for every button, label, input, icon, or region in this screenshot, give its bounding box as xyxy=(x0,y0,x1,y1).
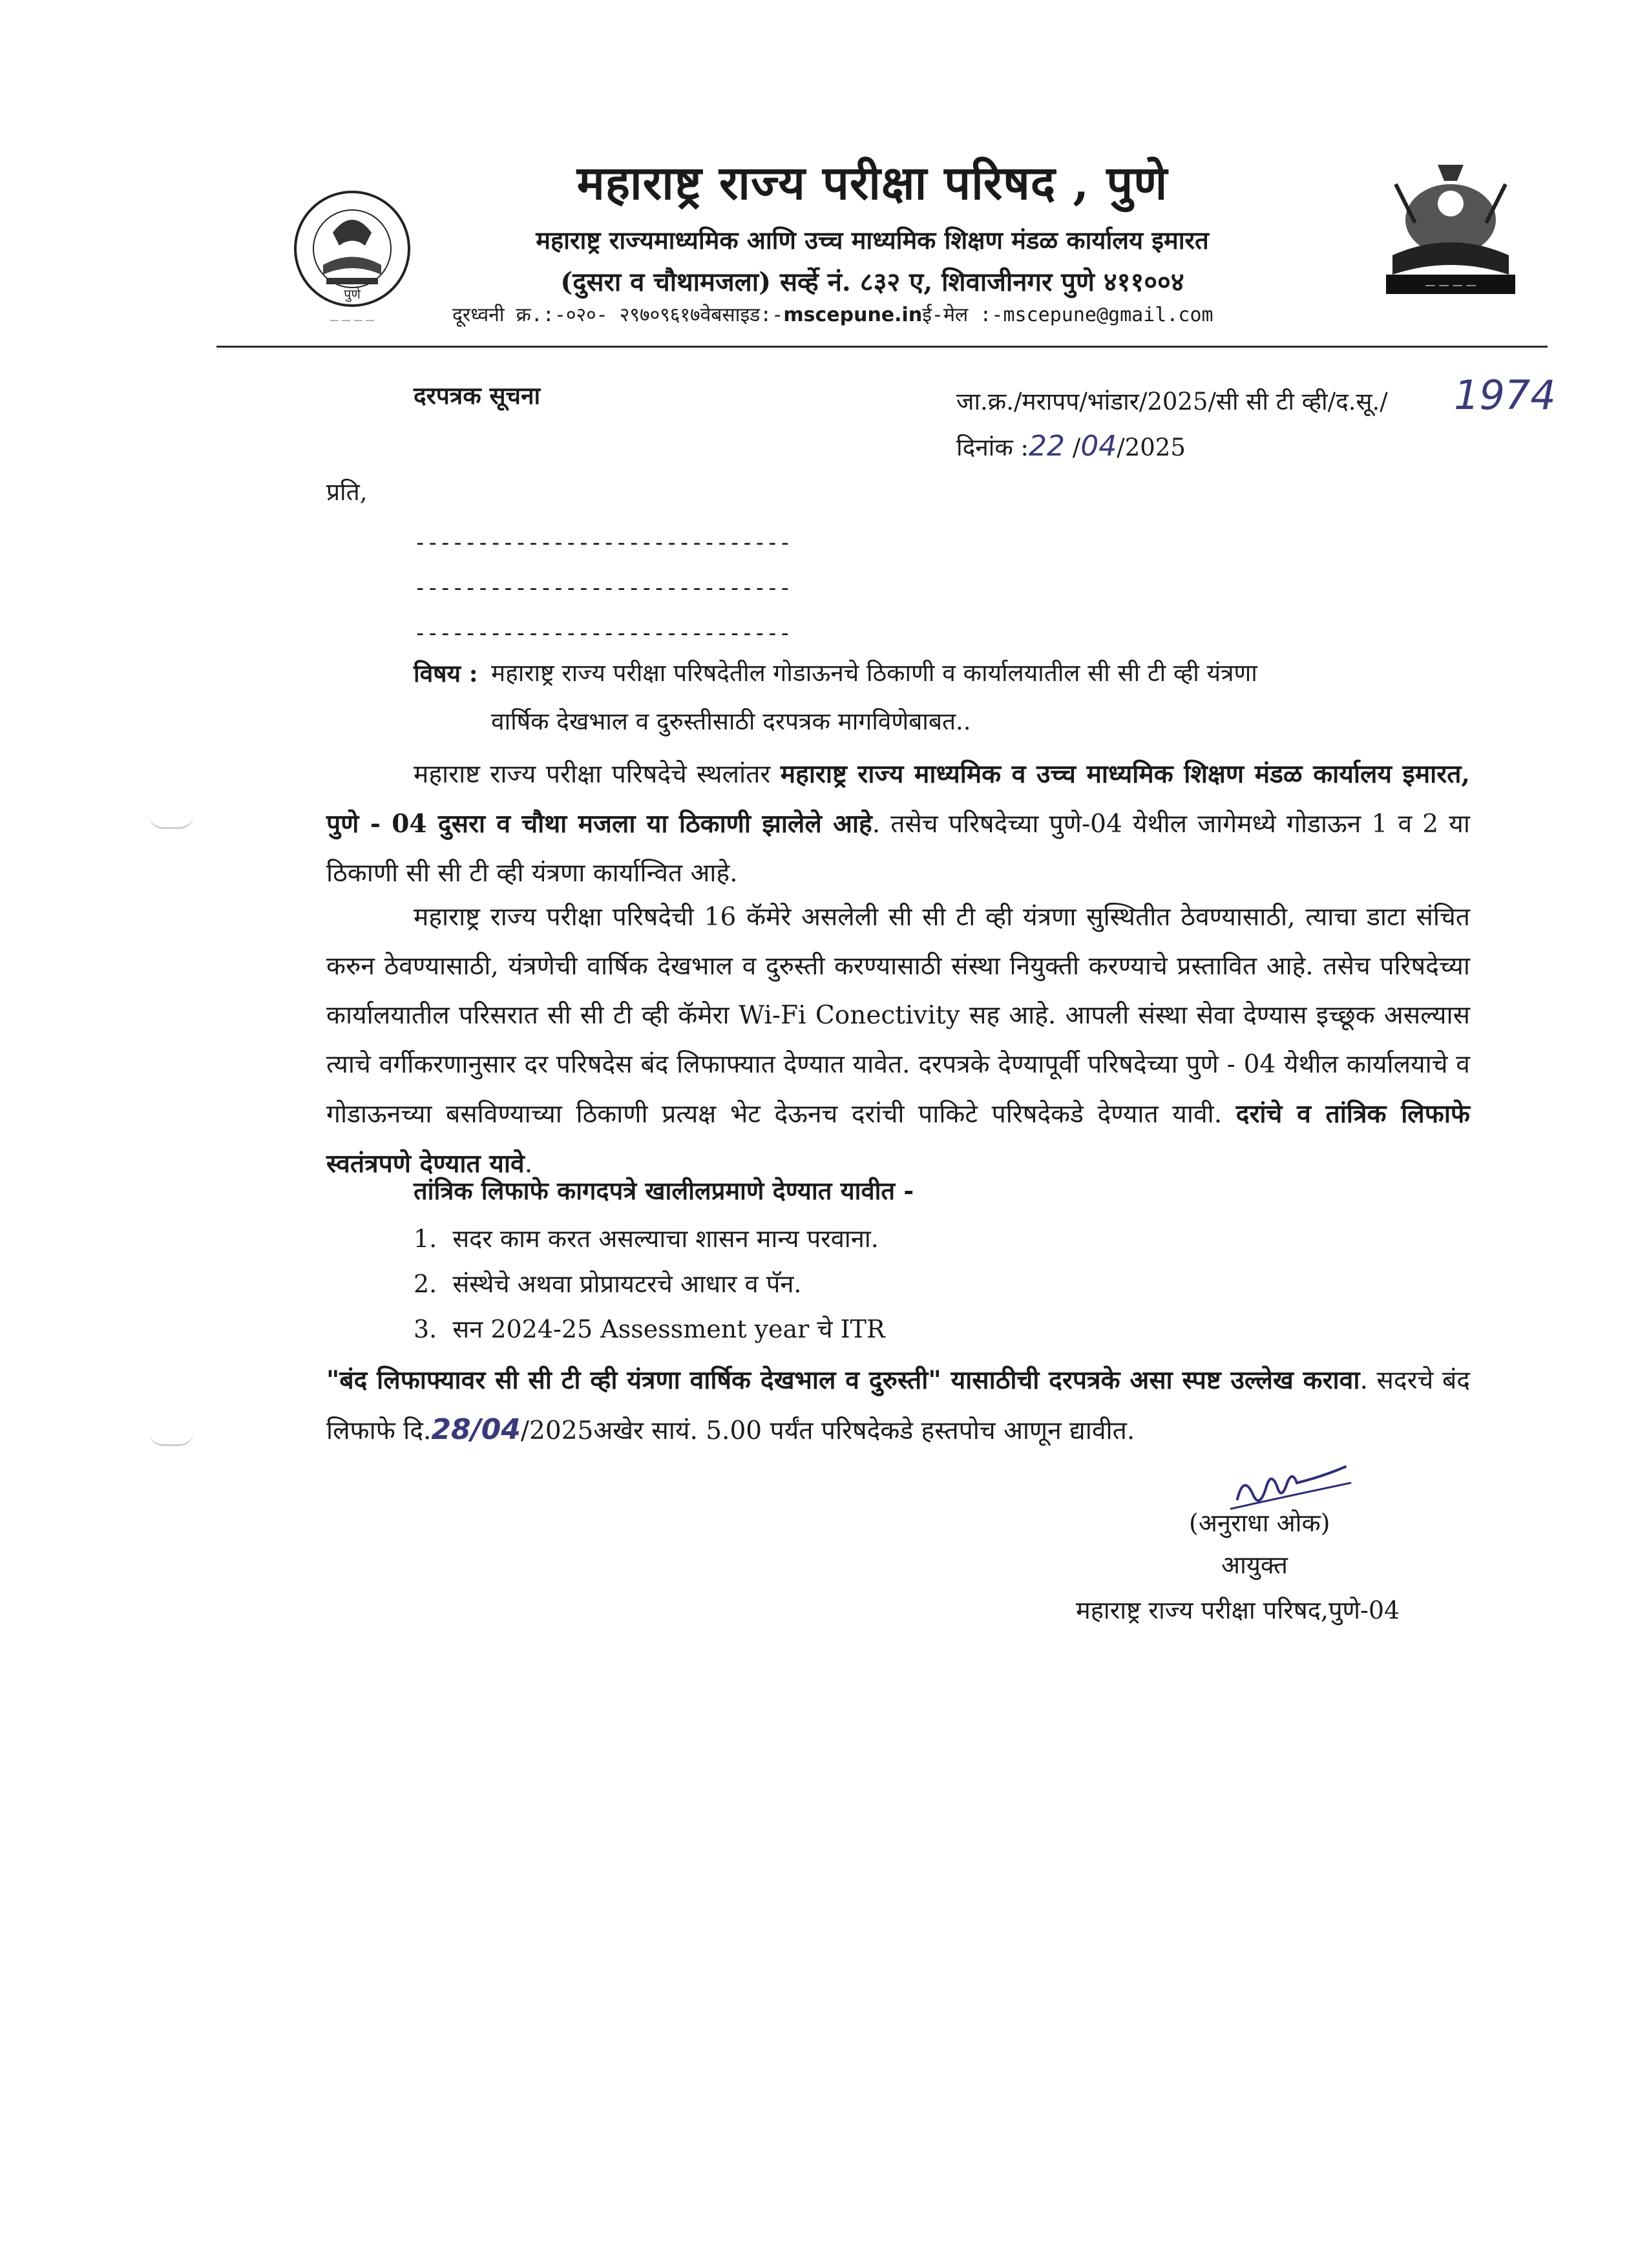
notice-title: दरपत्रक सूचना xyxy=(414,381,541,410)
list-item-number: 3. xyxy=(414,1315,437,1343)
reference-line xyxy=(956,388,1388,416)
paragraph2-bold: दरांचे व तांत्रिक लिफाफे स्वतंत्रपणे देण्यात यावे xyxy=(326,1099,1470,1179)
signatory-designation: आयुक्त xyxy=(1221,1551,1288,1579)
subject-line-2: वार्षिक देखभाल व दुरुस्तीसाठी दरपत्रक मागविणेबाबत.. xyxy=(491,708,971,735)
date-day: 22 xyxy=(1029,430,1065,463)
signatory-organization: महाराष्ट्र राज्य परीक्षा परिषद,पुणे-04 xyxy=(1076,1596,1400,1624)
svg-text:— — — —: — — — — xyxy=(1425,278,1476,291)
list-item xyxy=(414,1312,885,1345)
recipient-blank-line: ------------------------------ xyxy=(414,620,792,646)
paragraph1-bold: महाराष्ट्र राज्य माध्यमिक व उच्च माध्यमिक शिक्षण मंडळ कार्यालय इमारत, पुणे - 04 दुसरा व चौथा मजला या ठिकाणी झालेले आहे xyxy=(326,759,1471,839)
subject-line-1: महाराष्ट्र राज्य परीक्षा परिषदेतील गोडाऊनचे ठिकाणी व कार्यालयातील सी सी टी व्ही यंत्रणा xyxy=(491,659,1257,687)
address-line-1: महाराष्ट्र राज्यमाध्यमिक आणि उच्च माध्यमिक शिक्षण मंडळ कार्यालय इमारत xyxy=(536,226,1209,255)
list-item xyxy=(414,1266,802,1300)
list-item-text: संस्थेचे अथवा प्रोप्रायटरचे आधार व पॅन. xyxy=(452,1270,802,1298)
recipient-label: प्रति, xyxy=(326,478,368,506)
header-divider xyxy=(216,346,1548,348)
closing-bold: "बंद लिफाफ्यावर सी सी टी व्ही यंत्रणा वार्षिक देखभाल व दुरुस्ती" यासाठीची दरपत्रके असा स्पष्ट उल्लेख करावा xyxy=(326,1365,1360,1395)
paragraph-closing xyxy=(326,1356,1470,1456)
left-emblem-logo xyxy=(271,187,433,330)
list-item-number: 2. xyxy=(414,1270,437,1298)
list-item-text: सदर काम करत असल्याचा शासन मान्य परवाना. xyxy=(452,1224,879,1253)
svg-text:— — — —: — — — — xyxy=(330,315,375,326)
reference-number: 1974 xyxy=(1454,372,1556,419)
organization-title: महाराष्ट्र राज्य परीक्षा परिषद , पुणे xyxy=(576,155,1168,210)
closing-hand-date: 28/04 xyxy=(431,1413,521,1446)
date-line: दिनांक :22 /04/2025 xyxy=(956,430,1186,463)
paragraph1-rest: . तसेच परिषदेच्या पुणे-04 येथील जागेमध्ये गोडाऊन 1 व 2 या ठिकाणी सी सी टी व्ही यंत्रणा कार्यान्वित आहे. xyxy=(326,810,1471,888)
date-year: /2025 xyxy=(1117,434,1186,461)
closing-after: /2025अखेर सायं. 5.00 पर्यंत परिषदेकडे हस्तपोच आणून द्यावीत. xyxy=(520,1416,1135,1445)
list-item-number: 1. xyxy=(414,1224,437,1253)
date-label: दिनांक : xyxy=(956,434,1029,461)
phone-prefix: दूरध्वनी क्र.:-०२०- २९७०९६१७वेबसाइड:- xyxy=(452,304,784,326)
website-link[interactable]: mscepune.in xyxy=(783,304,923,326)
left-logo-text: पुणे xyxy=(344,286,361,302)
paragraph2-text: महाराष्ट्र राज्य परीक्षा परिषदेची 16 कॅमेरे असलेली सी सी टी व्ही यंत्रणा सुस्थितीत ठेवण्यासाठी, त्याचा डाटा संचित करुन ठेवण्यासाठी, यंत्रणेची वार्षिक देखभाल व दुरुस्ती करण्यासाठी संस्था नियुक्ती करण्याचे प्रस्तावित आहे. तसेच परिषदेच्या कार्यालयातील परिसरात सी सी टी व्ही कॅमेरा Wi-Fi Conectivity सह आहे. आपली संस्था सेवा देण्यास इच्छूक असल्यास त्याचे वर्गीकरणानुसार दर परिषदेस बंद लिफाफ्यात देण्यात यावेत. दरपत्रके देण्यापूर्वी परिषदेच्या पुणे - 04 येथील कार्यालयाचे व गोडाऊनच्या बसविण्याच्या ठिकाणी प्रत्यक्ष भेट देऊनच दरांची पाकिटे परिषदेकडे देण्यात यावी. xyxy=(326,903,1470,1129)
paragraph1-intro: महाराष्ट राज्य परीक्षा परिषदेचे स्थलांतर xyxy=(414,760,781,789)
signatory-name: (अनुराधा ओक) xyxy=(1189,1509,1330,1537)
list-item xyxy=(414,1221,879,1255)
address-line-2: (दुसरा व चौथामजला) सर्व्हे नं. ८३२ ए, शिवाजीनगर पुणे ४११००४ xyxy=(560,267,1184,297)
paragraph2-end: . xyxy=(524,1150,533,1179)
paragraph-cctv-details xyxy=(326,893,1470,1189)
documents-heading: तांत्रिक लिफाफे कागदपत्रे खालीलप्रमाणे देण्यात यावीत - xyxy=(414,1176,914,1205)
closing-middle: . सदरचे बंद लिफाफे दि. xyxy=(326,1366,1470,1445)
email-link[interactable]: mscepune@gmail.com xyxy=(1003,304,1213,326)
contact-line xyxy=(452,300,1357,327)
paragraph-relocation xyxy=(326,750,1470,898)
right-emblem-logo xyxy=(1367,158,1535,310)
punch-hole-mark xyxy=(149,814,194,829)
list-item-text: सन 2024-25 Assessment year चे ITR xyxy=(452,1315,885,1343)
recipient-blank-line: ------------------------------ xyxy=(414,575,792,601)
subject-label: विषय : xyxy=(414,659,478,688)
date-month: 04 xyxy=(1080,430,1117,463)
recipient-blank-line: ------------------------------ xyxy=(414,530,792,556)
punch-hole-mark xyxy=(149,1431,194,1446)
reference-prefix: जा.क्र./मरापप/भांडार/2025/सी सी टी व्ही/द.सू./ xyxy=(956,388,1388,415)
email-prefix: ई-मेल :- xyxy=(922,304,1003,326)
